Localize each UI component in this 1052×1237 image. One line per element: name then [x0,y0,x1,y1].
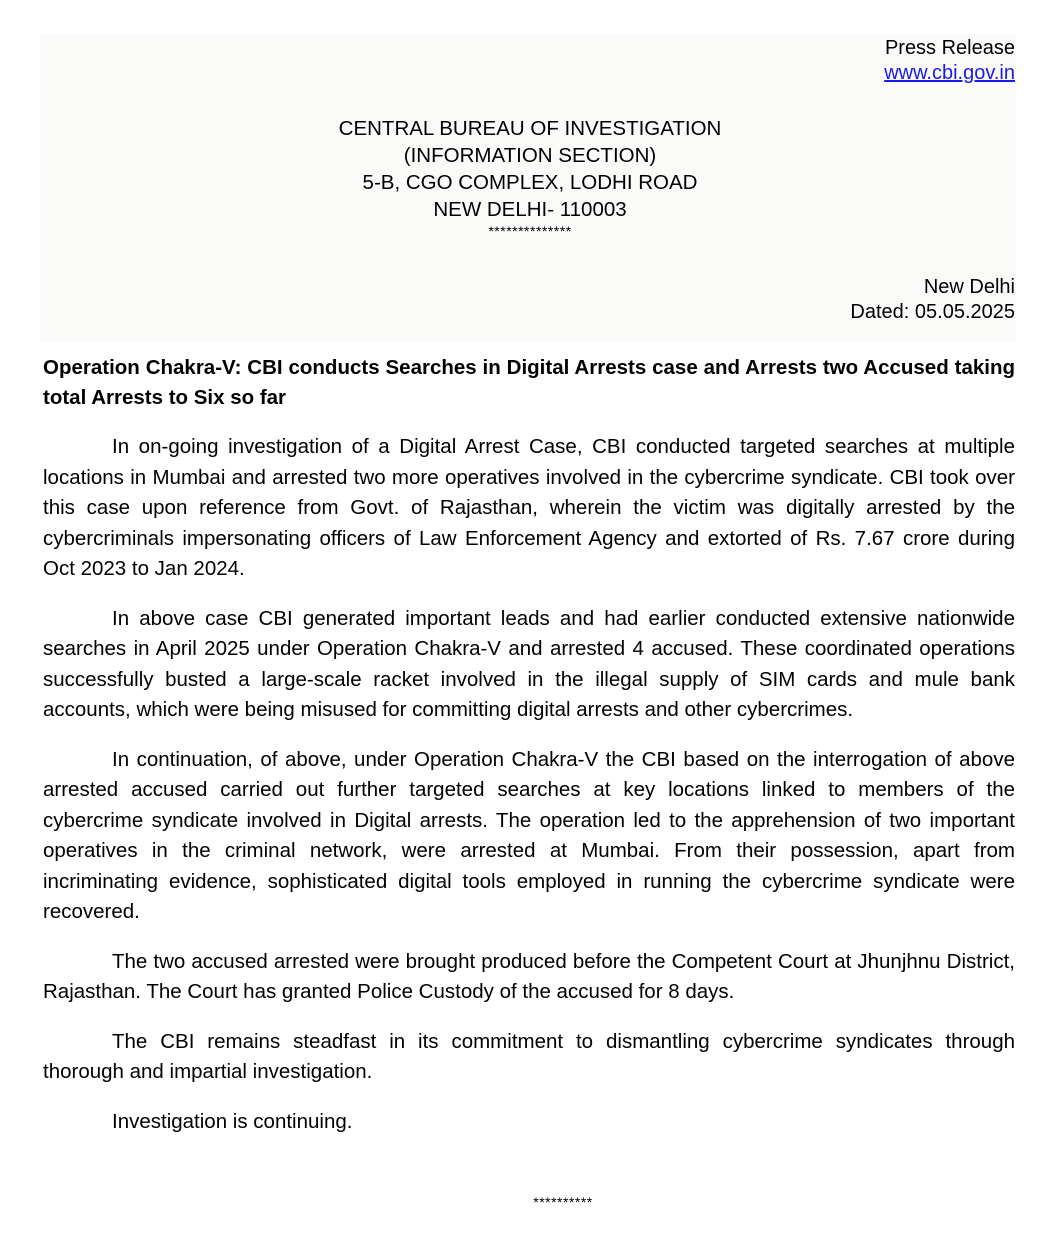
website-link[interactable]: www.cbi.gov.in [884,62,1015,84]
headline: Operation Chakra-V: CBI conducts Searches in Digital Arrests case and Arrests two Accused taking total Arrests to Six so far [43,356,1015,409]
dateline-date: Dated: 05.05.2025 [850,301,1015,323]
organization-name: CENTRAL BUREAU OF INVESTIGATION [338,117,722,140]
address-line-2: NEW DELHI- 110003 [433,198,627,221]
address-line-1: 5-B, CGO COMPLEX, LODHI ROAD [362,171,698,194]
body-text [43,432,1015,1156]
dateline [850,275,1015,325]
press-release-label: Press Release [884,37,1015,59]
paragraph-3: In continuation, of above, under Operation Chakra-V the CBI based on the interrogation of above arrested accused carried out further targeted searches at key locations linked to members of the cybercrime syndicate involved in Digital arrests. The operation led to the apprehension of two important operatives in the criminal network, were arrested at Mumbai. From their possession, apart from incriminating evidence, sophisticated digital tools employed in running the cybercrime syndicate were recovered. [43,747,1015,923]
paragraph-4: The two accused arrested were brought produced before the Competent Court at Jhunjhnu District, Rajasthan. The Court has granted Police Custody of the accused for 8 days. [43,949,1015,1003]
header-separator: ************** [488,223,572,239]
dateline-place: New Delhi [923,276,1015,298]
paragraph-5: The CBI remains steadfast in its commitment to dismantling cybercrime syndicates through thorough and impartial investigation. [43,1029,1015,1083]
paragraph-6: Investigation is continuing. [112,1109,353,1133]
organization-section: (INFORMATION SECTION) [403,144,657,167]
press-release-header [884,36,1015,86]
footer-separator: ********** [533,1194,593,1210]
paragraph-2: In above case CBI generated important leads and had earlier conducted extensive nationwide searches in April 2025 under Operation Chakra-V and arrested 4 accused. These coordinated operations successfully busted a large-scale racket involved in the illegal supply of SIM cards and mule bank accounts, which were being misused for committing digital arrests and other cybercrimes. [43,606,1015,721]
paragraph-1: In on-going investigation of a Digital Arrest Case, CBI conducted targeted searches at multiple locations in Mumbai and arrested two more operatives involved in the cybercrime syndicate. CBI took over this case upon reference from Govt. of Rajasthan, wherein the victim was digitally arrested by the cybercriminals impersonating officers of Law Enforcement Agency and extorted of Rs. 7.67 crore during Oct 2023 to Jan 2024. [43,435,1015,580]
organization-address [230,115,830,238]
